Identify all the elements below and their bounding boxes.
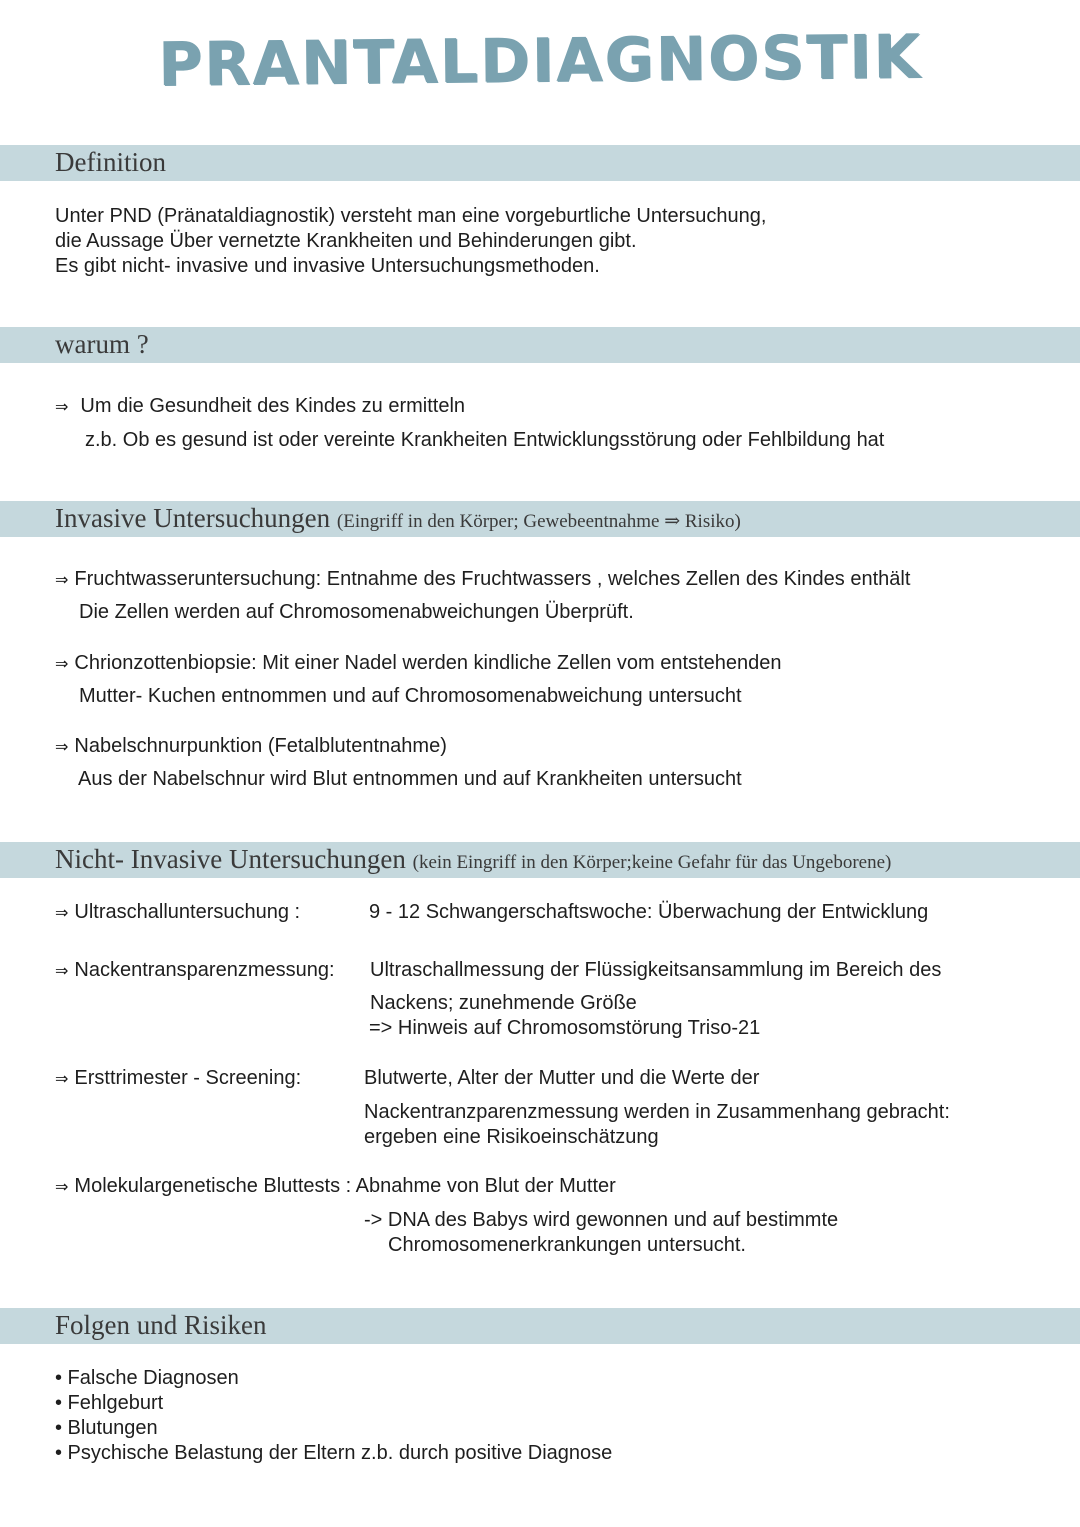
- bluttest-desc-2: Chromosomenerkrankungen untersucht.: [388, 1234, 746, 1256]
- warum-line-1: [55, 394, 465, 419]
- arrow-icon: ⇒: [55, 903, 69, 922]
- invasive-item-1-text: Fruchtwasseruntersuchung: Entnahme des Fruchtwassers , welches Zellen des Kindes enthält: [74, 568, 911, 590]
- screening-desc-2: Nackentranzparenzmessung werden in Zusammenhang gebracht:: [364, 1101, 950, 1123]
- list-item: • Fehlgeburt: [55, 1392, 164, 1414]
- nacken-desc-2: Nackens; zunehmende Größe: [370, 992, 637, 1014]
- screening-desc-1: Blutwerte, Alter der Mutter und die Werte der: [364, 1067, 760, 1089]
- invasive-item-1-line-1: [55, 567, 910, 592]
- noninvasive-subheading: (kein Eingriff in den Körper;keine Gefahr für das Ungeborene): [412, 852, 892, 873]
- section-header-warum: [0, 327, 1080, 363]
- noninvasive-heading-text: Nicht- Invasive Untersuchungen: [55, 844, 406, 874]
- nacken-term: [55, 958, 335, 983]
- invasive-item-2-line-1: [55, 651, 781, 676]
- section-header-definition: [0, 145, 1080, 181]
- invasive-item-3-line-1: [55, 734, 447, 759]
- ultraschall-desc: 9 - 12 Schwangerschaftswoche: Überwachung der Entwicklung: [369, 901, 929, 923]
- invasive-heading-text: Invasive Untersuchungen: [55, 503, 331, 533]
- list-item: • Blutungen: [55, 1417, 158, 1439]
- nacken-desc-1: Ultraschallmessung der Flüssigkeitsansammlung im Bereich des: [370, 959, 942, 981]
- section-header-folgen: [0, 1308, 1080, 1344]
- arrow-icon: ⇒: [55, 654, 69, 673]
- warum-line-2: z.b. Ob es gesund ist oder vereinte Krankheiten Entwicklungsstörung oder Fehlbildung hat: [85, 429, 885, 451]
- invasive-item-3-text: Nabelschnurpunktion (Fetalblutentnahme): [74, 735, 447, 757]
- ultraschall-term: [55, 900, 300, 925]
- section-header-noninvasive: [0, 842, 1080, 878]
- ultraschall-term-text: Ultraschalluntersuchung :: [74, 901, 301, 923]
- arrow-icon: ⇒: [55, 1069, 69, 1088]
- warum-text-1: Um die Gesundheit des Kindes zu ermitteln: [80, 395, 466, 417]
- definition-heading: Definition: [55, 147, 166, 177]
- nacken-term-text: Nackentransparenzmessung:: [74, 959, 335, 981]
- invasive-item-1-line-2: Die Zellen werden auf Chromosomenabweichungen Überprüft.: [79, 601, 634, 623]
- bluttest-term: [55, 1174, 616, 1199]
- arrow-icon: ⇒: [55, 961, 69, 980]
- page-title: PRANTALDIAGNOSTIK: [157, 22, 923, 100]
- screening-term: [55, 1066, 301, 1091]
- warum-heading: warum ?: [55, 329, 149, 359]
- nacken-desc-3: => Hinweis auf Chromosomstörung Triso-21: [369, 1017, 761, 1039]
- invasive-item-2-line-2: Mutter- Kuchen entnommen und auf Chromosomenabweichung untersucht: [79, 685, 742, 707]
- arrow-icon: ⇒: [55, 737, 69, 756]
- invasive-heading: [55, 503, 741, 534]
- list-item: • Psychische Belastung der Eltern z.b. durch positive Diagnose: [55, 1442, 613, 1464]
- definition-line-3: Es gibt nicht- invasive und invasive Untersuchungsmethoden.: [55, 255, 600, 277]
- screening-desc-3: ergeben eine Risikoeinschätzung: [364, 1126, 659, 1148]
- definition-line-2: die Aussage Über vernetzte Krankheiten und Behinderungen gibt.: [55, 230, 637, 252]
- definition-line-1: Unter PND (Pränataldiagnostik) versteht man eine vorgeburtliche Untersuchung,: [55, 205, 767, 227]
- list-item: • Falsche Diagnosen: [55, 1367, 239, 1389]
- invasive-subheading: (Eingriff in den Körper; Gewebeentnahme ⇒ Risiko): [336, 511, 741, 532]
- arrow-icon: ⇒: [55, 397, 69, 416]
- bluttest-term-text: Molekulargenetische Bluttests : Abnahme von Blut der Mutter: [74, 1175, 616, 1197]
- invasive-item-3-line-2: Aus der Nabelschnur wird Blut entnommen und auf Krankheiten untersucht: [78, 768, 742, 790]
- arrow-icon: ⇒: [55, 1177, 69, 1196]
- bluttest-desc-1: -> DNA des Babys wird gewonnen und auf bestimmte: [364, 1209, 839, 1231]
- invasive-item-2-text: Chrionzottenbiopsie: Mit einer Nadel werden kindliche Zellen vom entstehenden: [74, 652, 782, 674]
- folgen-heading: Folgen und Risiken: [55, 1310, 267, 1340]
- arrow-icon: ⇒: [55, 570, 69, 589]
- section-header-invasive: [0, 501, 1080, 537]
- noninvasive-heading: [55, 844, 891, 875]
- screening-term-text: Ersttrimester - Screening:: [74, 1067, 302, 1089]
